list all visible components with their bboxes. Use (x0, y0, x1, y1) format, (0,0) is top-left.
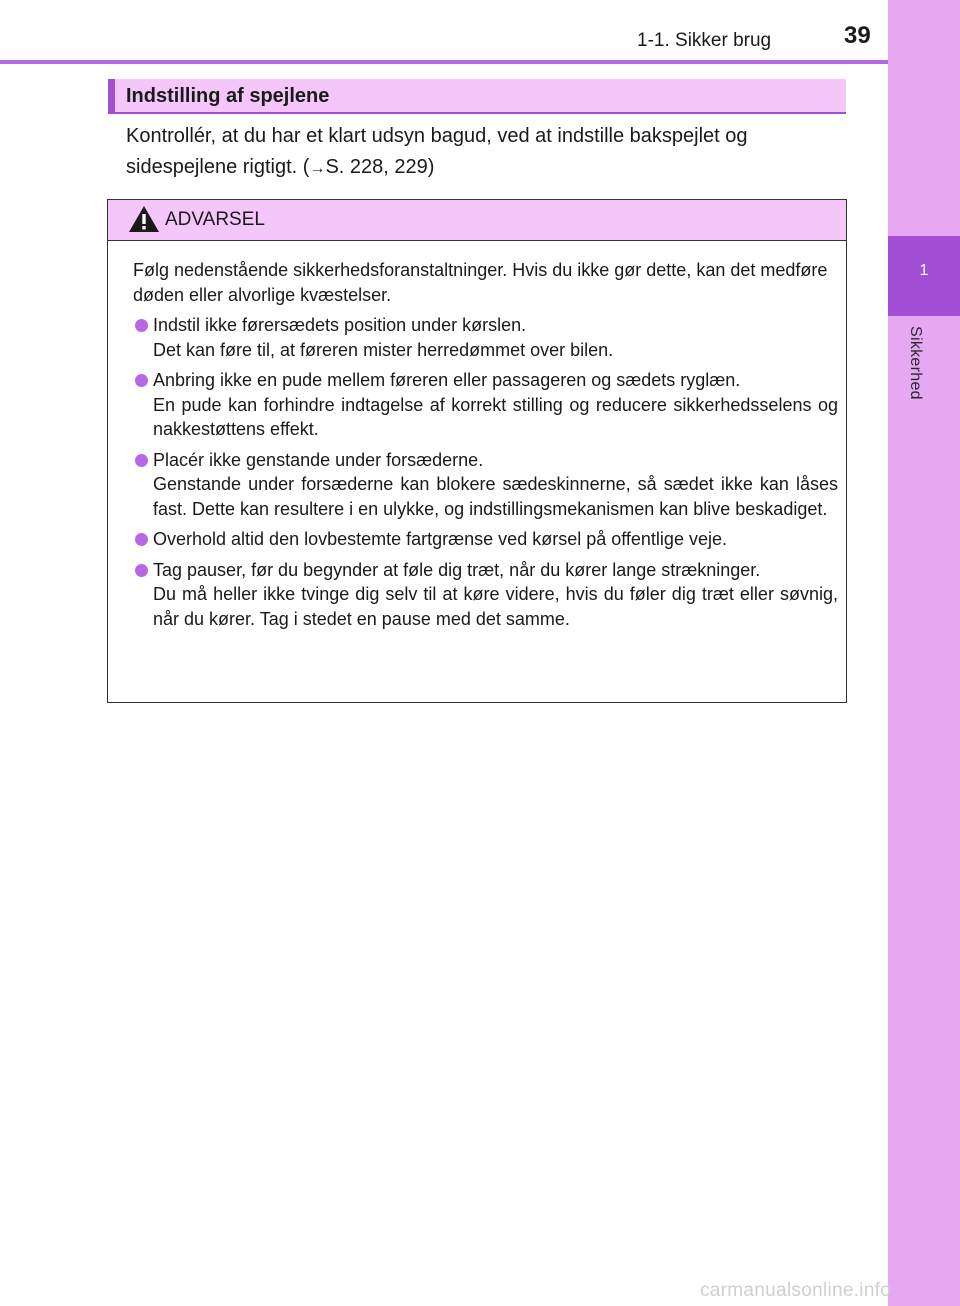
warning-triangle-icon (128, 205, 160, 233)
intro-paragraph (126, 121, 846, 184)
header-rule (0, 60, 888, 64)
warning-box (107, 199, 847, 703)
warning-item-detail: Genstande under forsæderne kan blokere sædeskinnerne, så sædet ikke kan låses fast. Dette kan resultere i en ulykke, og indstillingsmekanismen kan blive beskadiget. (153, 474, 838, 519)
warning-item (133, 368, 838, 442)
warning-item (133, 558, 838, 632)
intro-text: Kontrollér, at du har et klart udsyn bagud, ved at indstille bakspejlet og sidespejlene rigtigt. ( (126, 125, 748, 178)
section-title-bar (108, 79, 846, 114)
warning-item (133, 527, 838, 552)
warning-item-text: Overhold altid den lovbestemte fartgrænse ved kørsel på offentlige veje. (153, 529, 727, 549)
warning-item-detail: Det kan føre til, at føreren mister herredømmet over bilen. (153, 339, 614, 360)
bullet-dot-icon (135, 454, 148, 467)
warning-item-text: Tag pauser, før du begynder at føle dig træt, når du kører lange strækninger. (153, 559, 761, 580)
warning-item (133, 313, 838, 362)
warning-lead-line: Følg nedenstående sikkerhedsforanstaltninger. (133, 260, 508, 280)
warning-item-text: Anbring ikke en pude mellem føreren eller passageren og sædets ryglæn. (153, 370, 741, 390)
warning-item-detail: Du må heller ikke tvinge dig selv til at køre videre, hvis du føler dig træt eller søvnig, når du kører. Tag i stedet en pause med det samme. (153, 584, 838, 629)
warning-lead (133, 258, 838, 307)
bullet-dot-icon (135, 374, 148, 387)
warning-item-text: Placér ikke genstande under forsæderne. (153, 449, 484, 470)
bullet-dot-icon (135, 533, 148, 546)
warning-body (133, 258, 838, 637)
section-title: Indstilling af spejlene (126, 85, 330, 107)
warning-lead-line: Hvis du ikke gør dette, kan det medføre døden eller alvorlige kvæstelser. (133, 260, 828, 305)
bullet-dot-icon (135, 319, 148, 332)
warning-title: ADVARSEL (165, 209, 265, 230)
chapter-tab-number[interactable]: 1 (888, 236, 960, 316)
warning-header (108, 200, 846, 241)
arrow-right-icon: → (309, 160, 326, 177)
page-number: 39 (844, 22, 871, 49)
page-reference-link[interactable]: S. 228, 229) (325, 156, 435, 178)
chapter-tab-label-text: Sikkerhed (907, 326, 924, 400)
warning-item-detail: En pude kan forhindre indtagelse af korrekt stilling og reducere sikkerhedsselens og nakkestøttens effekt. (153, 394, 838, 439)
bullet-dot-icon (135, 564, 148, 577)
warning-item (133, 448, 838, 522)
running-head: 1-1. Sikker brug (637, 30, 772, 51)
watermark: carmanualsonline.info (700, 1280, 892, 1301)
chapter-tab-label (906, 326, 942, 446)
side-tab-strip (888, 0, 960, 1306)
warning-item-text: Indstil ikke førersædets position under kørslen. (153, 315, 527, 335)
